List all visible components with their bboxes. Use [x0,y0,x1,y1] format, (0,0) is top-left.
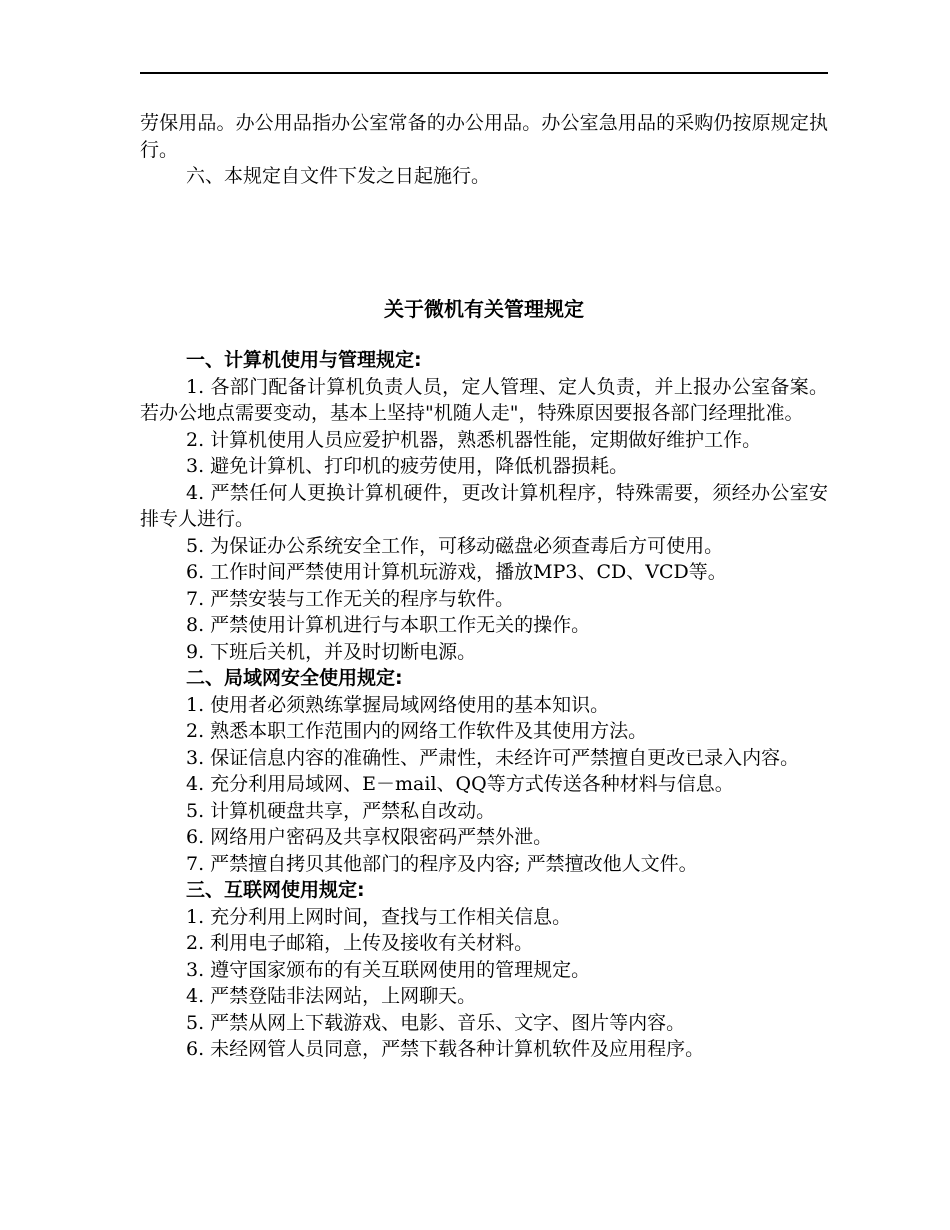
list-item: 3. 避免计算机、打印机的疲劳使用，降低机器损耗。 [186,455,629,477]
list-item: 6. 未经网管人员同意，严禁下载各种计算机软件及应用程序。 [186,1038,705,1060]
list-item: 3. 保证信息内容的准确性、严肃性，未经许可严禁擅自更改已录入内容。 [186,746,800,769]
document-title: 关于微机有关管理规定 [384,297,584,321]
list-item: 2. 计算机使用人员应爱护机器，熟悉机器性能，定期做好维护工作。 [186,428,762,451]
list-item: 4. 严禁任何人更换计算机硬件，更改计算机程序，特殊需要，须经办公室安排专人进行。 [140,481,828,530]
list-item: 6. 网络用户密码及共享权限密码严禁外泄。 [186,826,553,848]
list-item: 4. 严禁登陆非法网站，上网聊天。 [186,985,477,1007]
list-item: 8. 严禁使用计算机进行与本职工作无关的操作。 [186,614,591,636]
list-item: 2. 利用电子邮箱，上传及接收有关材料。 [186,932,534,954]
section-heading: 二、局域网安全使用规定: [186,667,403,689]
list-item: 5. 严禁从网上下载游戏、电影、音乐、文字、图片等内容。 [186,1011,686,1034]
header-rule [140,72,828,74]
continued-paragraph: 劳保用品。办公用品指办公室常备的办公用品。办公室急用品的采购仍按原规定执行。 [140,112,828,161]
list-item: 5. 为保证办公系统安全工作，可移动磁盘必须查毒后方可使用。 [186,534,724,557]
list-item: 7. 严禁擅自拷贝其他部门的程序及内容; 严禁擅改他人文件。 [186,852,698,875]
rule-item-6: 六、本规定自文件下发之日起施行。 [186,165,491,187]
section-heading: 一、计算机使用与管理规定: [186,349,422,371]
list-item: 1. 各部门配备计算机负责人员，定人管理、定人负责，并上报办公室备案。若办公地点需要变动，基本上坚持"机随人走"，特殊原因要报各部门经理批准。 [140,375,828,424]
regulations-body [140,347,828,1063]
list-item: 7. 严禁安装与工作无关的程序与软件。 [186,587,515,610]
list-item: 5. 计算机硬盘共享，严禁私自改动。 [186,799,496,822]
top-fragment [140,110,828,190]
list-item: 6. 工作时间严禁使用计算机玩游戏，播放MP3、CD、VCD等。 [186,561,727,583]
list-item: 1. 充分利用上网时间，查找与工作相关信息。 [186,905,572,928]
list-item: 1. 使用者必须熟练掌握局域网络使用的基本知识。 [186,693,610,716]
list-item: 4. 充分利用局域网、E－mail、QQ等方式传送各种材料与信息。 [186,773,734,795]
section-heading: 三、互联网使用规定: [186,879,365,901]
list-item: 3. 遵守国家颁布的有关互联网使用的管理规定。 [186,958,591,981]
list-item: 9. 下班后关机，并及时切断电源。 [186,640,477,663]
list-item: 2. 熟悉本职工作范围内的网络工作软件及其使用方法。 [186,720,648,742]
